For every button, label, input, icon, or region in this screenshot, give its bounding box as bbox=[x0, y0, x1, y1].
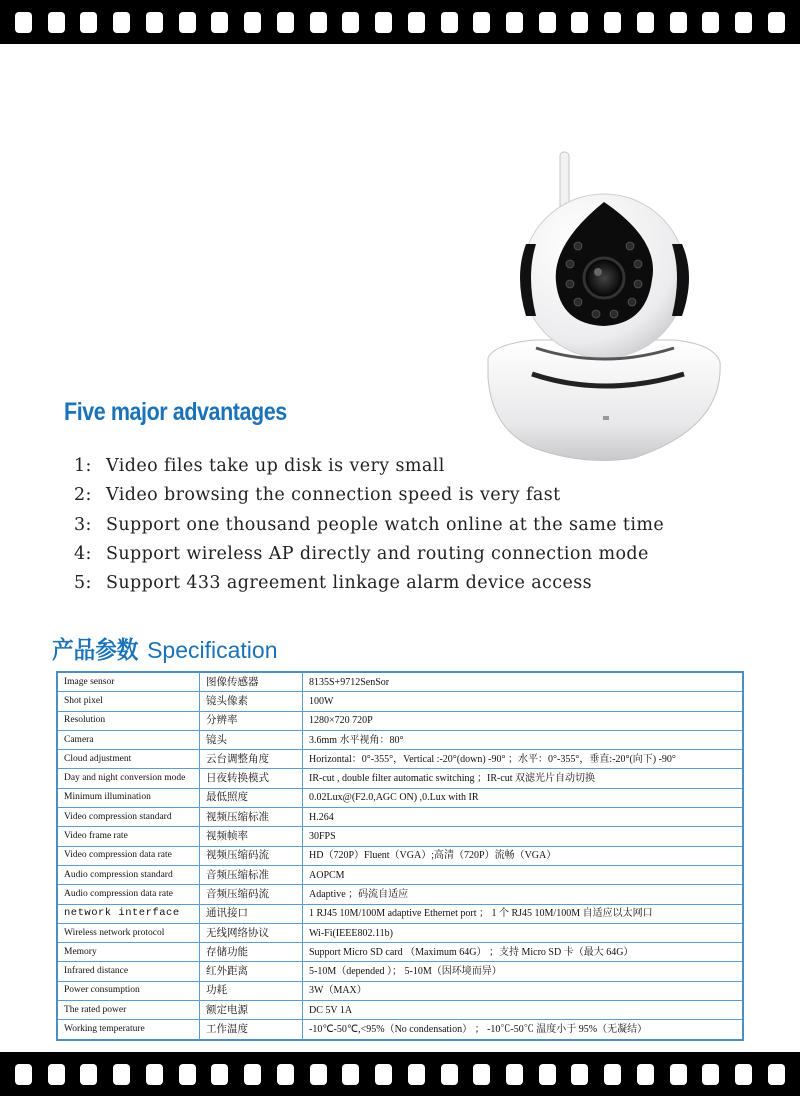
advantage-number: 3: bbox=[74, 514, 92, 535]
spec-name-en: Image sensor bbox=[57, 672, 200, 692]
sprocket bbox=[637, 1064, 654, 1085]
table-row bbox=[57, 943, 743, 962]
sprocket bbox=[735, 12, 752, 33]
spec-value: 1 RJ45 10M/100M adaptive Ethernet port ； 1 个 RJ45 10M/100M 自适应以太网口 bbox=[303, 904, 744, 923]
sprocket bbox=[80, 1064, 97, 1085]
sprocket bbox=[342, 1064, 359, 1085]
spec-value: -10℃-50℃,<95%（No condensation） ； -10℃-50℃ 温度小于 95%（无凝结） bbox=[303, 1020, 744, 1040]
spec-value: AOPCM bbox=[303, 865, 744, 884]
sprocket bbox=[15, 12, 32, 33]
table-row bbox=[57, 846, 743, 865]
table-row bbox=[57, 1001, 743, 1020]
sprocket bbox=[768, 12, 785, 33]
sprocket bbox=[211, 12, 228, 33]
spec-name-cn: 额定电源 bbox=[200, 1001, 303, 1020]
sprocket bbox=[342, 12, 359, 33]
spec-value: DC 5V 1A bbox=[303, 1001, 744, 1020]
sprocket bbox=[408, 1064, 425, 1085]
table-row bbox=[57, 904, 743, 923]
spec-name-en: Day and night conversion mode bbox=[57, 769, 200, 788]
spec-name-cn: 功耗 bbox=[200, 981, 303, 1000]
sprocket bbox=[637, 12, 654, 33]
spec-name-cn: 无线网络协议 bbox=[200, 923, 303, 942]
sprocket bbox=[473, 1064, 490, 1085]
advantage-item bbox=[74, 511, 664, 540]
spec-name-cn: 镜头像素 bbox=[200, 692, 303, 711]
advantage-item bbox=[74, 540, 664, 569]
spec-value: 30FPS bbox=[303, 827, 744, 846]
spec-value: H.264 bbox=[303, 808, 744, 827]
spec-name-cn: 云台调整角度 bbox=[200, 750, 303, 769]
spec-table bbox=[56, 671, 744, 1041]
sprocket bbox=[146, 1064, 163, 1085]
advantage-number: 5: bbox=[74, 573, 92, 594]
spec-name-en: Resolution bbox=[57, 711, 200, 730]
table-row bbox=[57, 750, 743, 769]
spec-name-en: Wireless network protocol bbox=[57, 923, 200, 942]
spec-name-cn: 音频压缩标准 bbox=[200, 865, 303, 884]
spec-name-cn: 红外距离 bbox=[200, 962, 303, 981]
spec-name-cn: 工作温度 bbox=[200, 1020, 303, 1040]
table-row bbox=[57, 827, 743, 846]
spec-name-cn: 视频压缩码流 bbox=[200, 846, 303, 865]
advantage-number: 1: bbox=[74, 456, 92, 476]
spec-value: Adaptive ；码流自适应 bbox=[303, 885, 744, 904]
sprocket bbox=[571, 1064, 588, 1085]
advantage-item bbox=[74, 569, 664, 598]
spec-name-cn: 日夜转换模式 bbox=[200, 769, 303, 788]
spec-name-en: Memory bbox=[57, 943, 200, 962]
sprocket bbox=[48, 1064, 65, 1085]
spec-name-en: Power consumption bbox=[57, 981, 200, 1000]
spec-value: Horizontal：0°-355°，Vertical :-20°(down) -90° ；水平：0°-355°，垂直:-20°(向下) -90° bbox=[303, 750, 744, 769]
sprocket bbox=[244, 12, 261, 33]
sprocket bbox=[473, 12, 490, 33]
table-row bbox=[57, 730, 743, 749]
sprocket bbox=[179, 1064, 196, 1085]
spec-heading-en: Specification bbox=[147, 637, 278, 663]
advantage-text: Video files take up disk is very small bbox=[106, 456, 445, 476]
sprocket bbox=[244, 1064, 261, 1085]
spec-value: 1280×720 720P bbox=[303, 711, 744, 730]
sprocket bbox=[310, 1064, 327, 1085]
spec-value: 100W bbox=[303, 692, 744, 711]
sprocket bbox=[604, 1064, 621, 1085]
spec-heading bbox=[52, 630, 278, 665]
sprocket bbox=[539, 1064, 556, 1085]
table-row bbox=[57, 711, 743, 730]
sprocket bbox=[702, 1064, 719, 1085]
spec-name-cn: 视频帧率 bbox=[200, 827, 303, 846]
sprocket bbox=[113, 12, 130, 33]
spec-value: IR-cut , double filter automatic switching ；IR-cut 双滤光片自动切换 bbox=[303, 769, 744, 788]
sprocket bbox=[670, 12, 687, 33]
film-strip-top bbox=[0, 0, 800, 44]
spec-name-en: The rated power bbox=[57, 1001, 200, 1020]
sprocket bbox=[441, 12, 458, 33]
sprocket bbox=[604, 12, 621, 33]
spec-name-cn: 最低照度 bbox=[200, 788, 303, 807]
ip-camera-image bbox=[474, 148, 734, 468]
sprocket bbox=[146, 12, 163, 33]
sprocket bbox=[211, 1064, 228, 1085]
sprocket bbox=[310, 12, 327, 33]
advantage-text: Support one thousand people watch online at the same time bbox=[106, 514, 665, 535]
spec-name-cn: 存储功能 bbox=[200, 943, 303, 962]
spec-value: Wi-Fi(IEEE802.11b) bbox=[303, 923, 744, 942]
sprocket bbox=[15, 1064, 32, 1085]
advantage-text: Video browsing the connection speed is very fast bbox=[106, 485, 561, 506]
spec-value: HD（720P）Fluent（VGA）;高清（720P）流畅（VGA） bbox=[303, 846, 744, 865]
spec-name-en: Video compression standard bbox=[57, 808, 200, 827]
sprocket bbox=[670, 1064, 687, 1085]
spec-name-en: network interface bbox=[57, 904, 200, 923]
sprocket bbox=[506, 1064, 523, 1085]
spec-name-en: Camera bbox=[57, 730, 200, 749]
spec-name-cn: 视频压缩标准 bbox=[200, 808, 303, 827]
advantage-item bbox=[74, 481, 664, 510]
table-row bbox=[57, 808, 743, 827]
sprocket bbox=[277, 1064, 294, 1085]
spec-name-en: Video compression data rate bbox=[57, 846, 200, 865]
spec-name-cn: 音频压缩码流 bbox=[200, 885, 303, 904]
table-row bbox=[57, 923, 743, 942]
table-row bbox=[57, 981, 743, 1000]
table-row bbox=[57, 788, 743, 807]
advantage-item bbox=[74, 452, 664, 481]
sprocket bbox=[375, 12, 392, 33]
spec-name-cn: 图像传感器 bbox=[200, 672, 303, 692]
spec-heading-cn: 产品参数 bbox=[52, 636, 139, 664]
sprocket bbox=[113, 1064, 130, 1085]
spec-name-en: Shot pixel bbox=[57, 692, 200, 711]
sprocket bbox=[735, 1064, 752, 1085]
advantage-number: 4: bbox=[74, 543, 92, 564]
table-row bbox=[57, 672, 743, 692]
table-row bbox=[57, 865, 743, 884]
sprocket bbox=[408, 12, 425, 33]
sprocket bbox=[179, 12, 196, 33]
spec-name-en: Working temperature bbox=[57, 1020, 200, 1040]
table-row bbox=[57, 885, 743, 904]
sprocket bbox=[702, 12, 719, 33]
spec-name-cn: 通讯接口 bbox=[200, 904, 303, 923]
sprocket bbox=[441, 1064, 458, 1085]
table-row bbox=[57, 962, 743, 981]
spec-value: 3W（MAX） bbox=[303, 981, 744, 1000]
advantages-title: Five major advantages bbox=[64, 398, 287, 426]
sprocket bbox=[571, 12, 588, 33]
sprocket bbox=[768, 1064, 785, 1085]
sprocket bbox=[48, 12, 65, 33]
sprocket bbox=[277, 12, 294, 33]
table-row bbox=[57, 692, 743, 711]
spec-name-en: Audio compression standard bbox=[57, 865, 200, 884]
spec-name-en: Infrared distance bbox=[57, 962, 200, 981]
advantage-text: Support 433 agreement linkage alarm device access bbox=[106, 573, 592, 594]
sprocket bbox=[506, 12, 523, 33]
film-strip-bottom bbox=[0, 1052, 800, 1096]
advantage-text: Support wireless AP directly and routing connection mode bbox=[106, 543, 649, 564]
spec-name-en: Cloud adjustment bbox=[57, 750, 200, 769]
spec-name-cn: 分辨率 bbox=[200, 711, 303, 730]
sprocket bbox=[80, 12, 97, 33]
spec-name-en: Audio compression data rate bbox=[57, 885, 200, 904]
spec-name-en: Video frame rate bbox=[57, 827, 200, 846]
table-row bbox=[57, 1020, 743, 1040]
spec-value: 8135S+9712SenSor bbox=[303, 672, 744, 692]
spec-value: 5-10M（depended ）； 5-10M（因环境而异） bbox=[303, 962, 744, 981]
spec-value: 3.6mm 水平视角：80° bbox=[303, 730, 744, 749]
spec-name-cn: 镜头 bbox=[200, 730, 303, 749]
sprocket bbox=[375, 1064, 392, 1085]
advantage-number: 2: bbox=[74, 485, 92, 506]
sprocket bbox=[539, 12, 556, 33]
table-row bbox=[57, 769, 743, 788]
advantages-list bbox=[74, 452, 664, 598]
spec-name-en: Minimum illumination bbox=[57, 788, 200, 807]
spec-value: Support Micro SD card （Maximum 64G） ；支持 Micro SD 卡（最大 64G） bbox=[303, 943, 744, 962]
spec-value: 0.02Lux@(F2.0,AGC ON) ,0.Lux with IR bbox=[303, 788, 744, 807]
